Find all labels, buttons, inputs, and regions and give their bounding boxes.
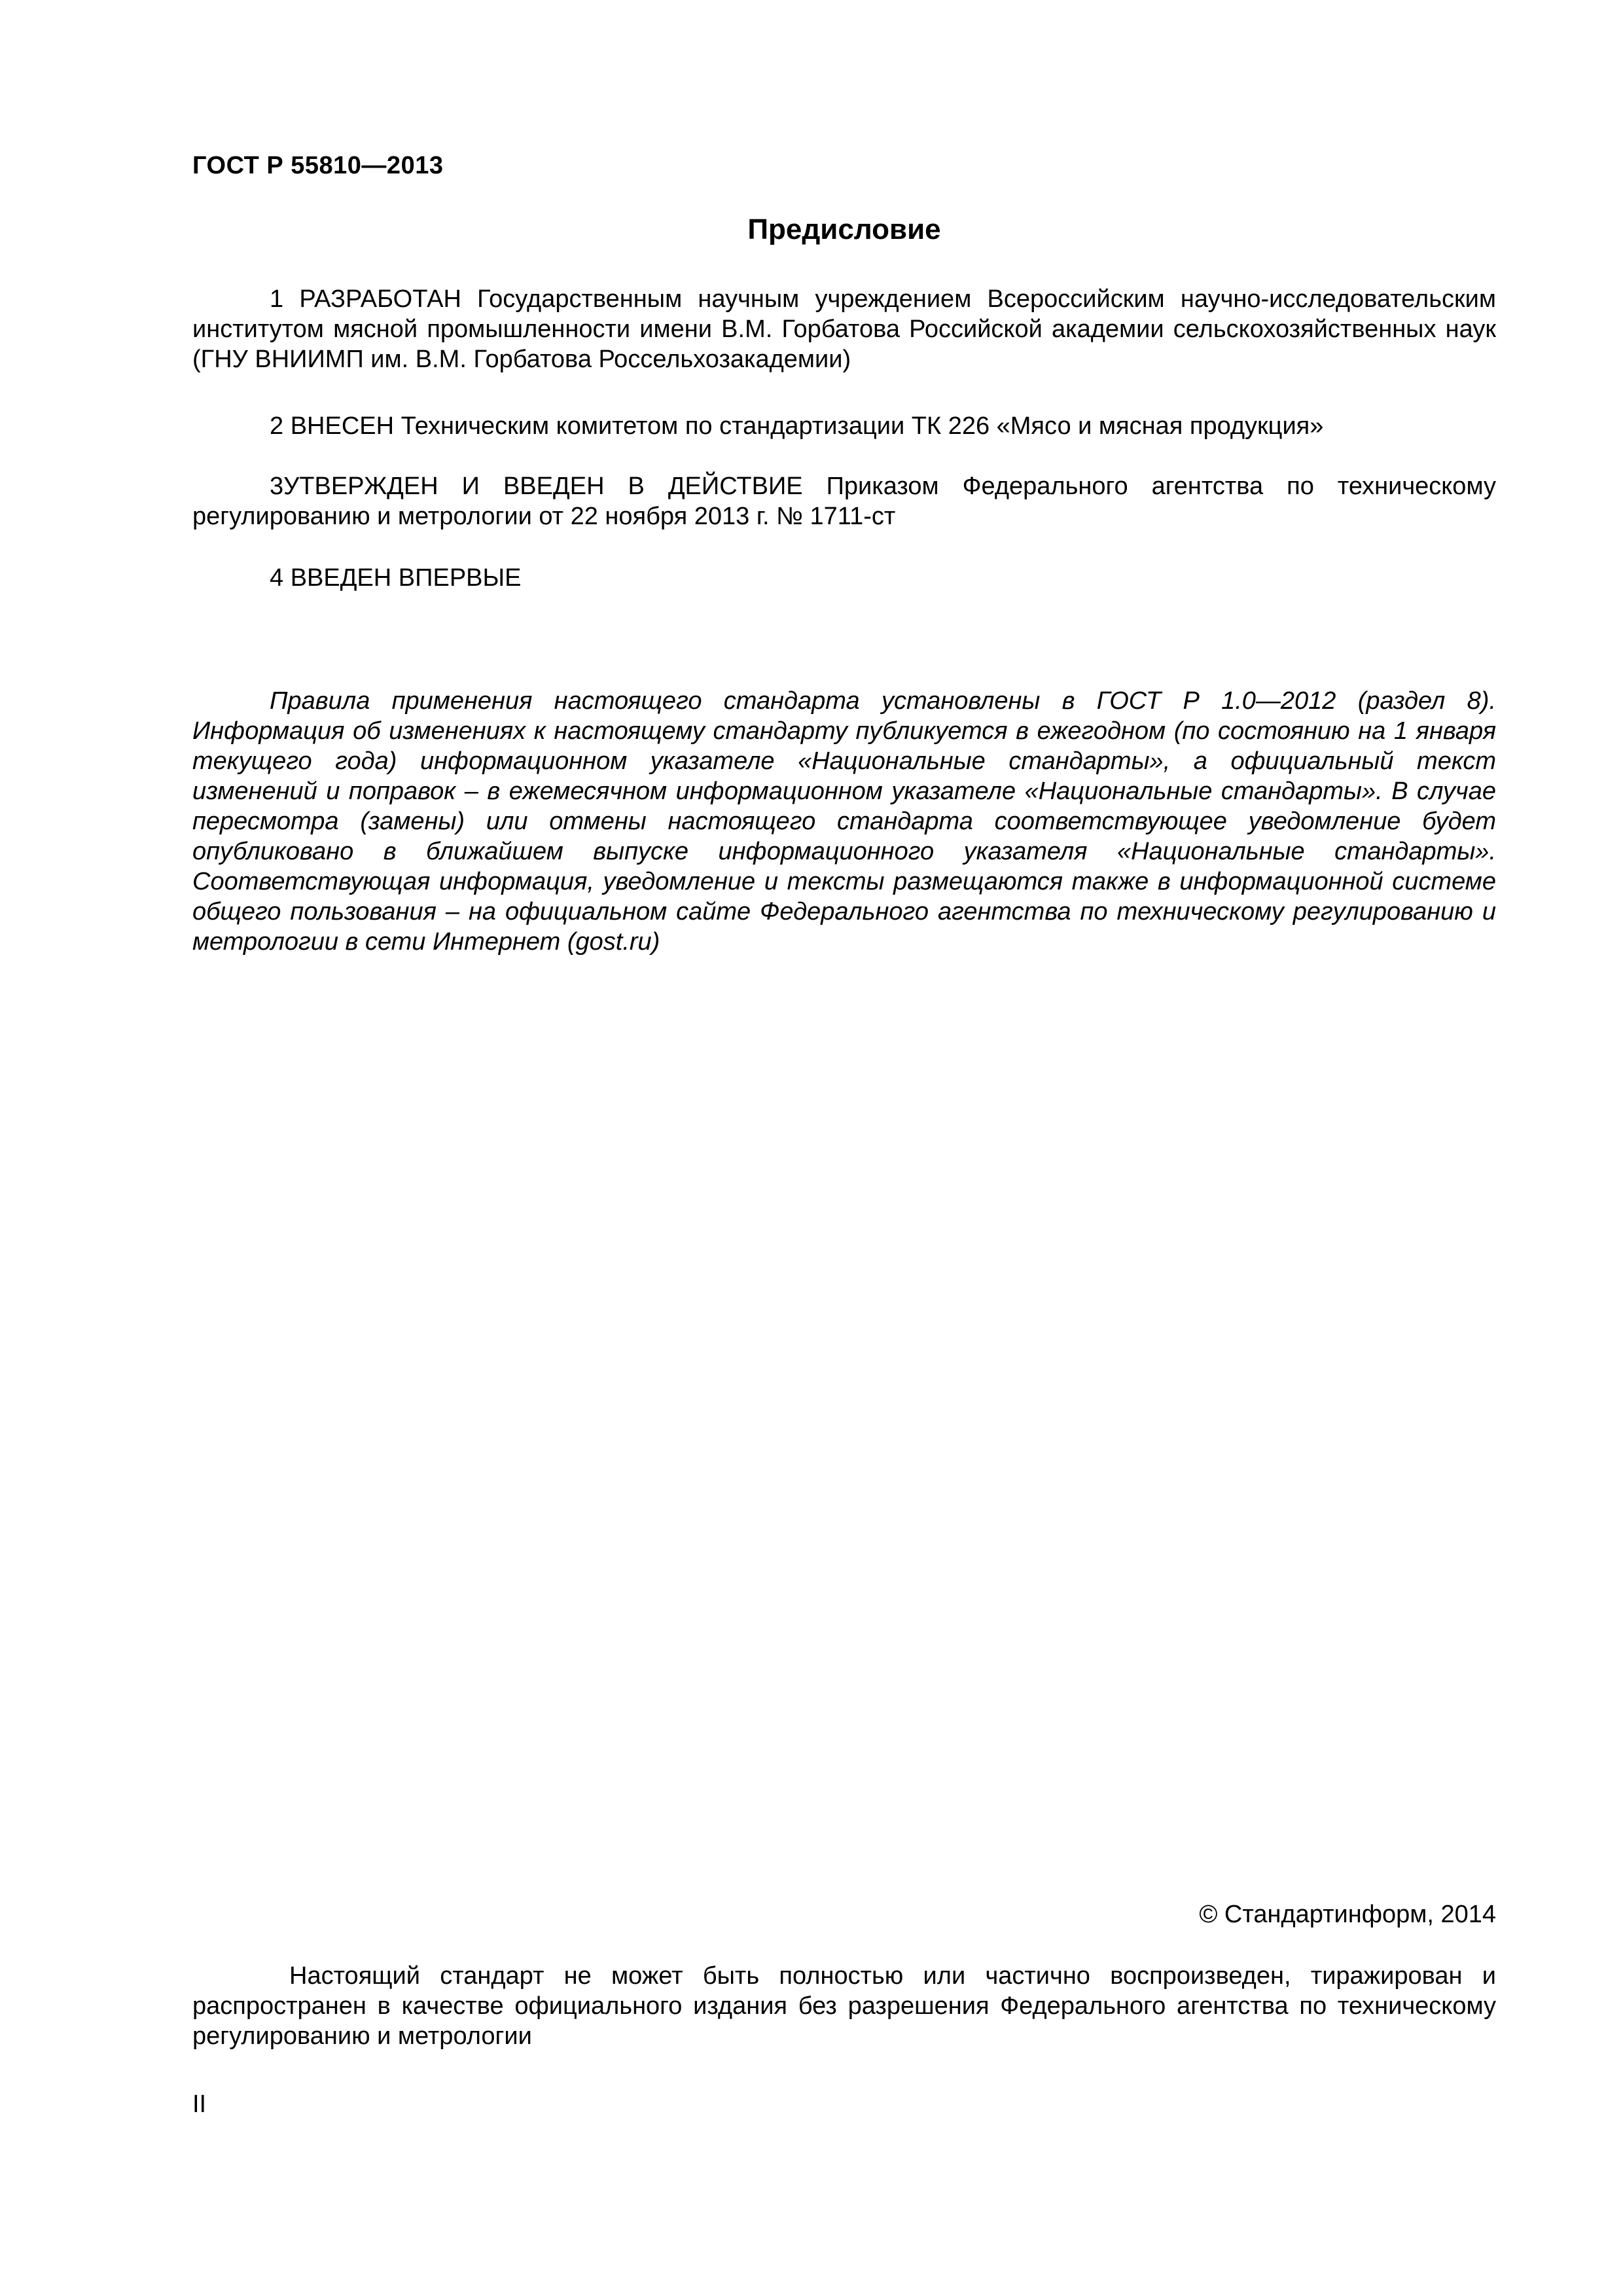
paragraph-first-introduced: 4 ВВЕДЕН ВПЕРВЫЕ — [270, 564, 522, 592]
standard-code-header: ГОСТ Р 55810—2013 — [192, 152, 444, 179]
page-title: Предисловие — [747, 213, 941, 245]
page-number: II — [192, 2090, 207, 2118]
reproduction-notice: Настоящий стандарт не может быть полностью или частично воспроизведен, тиражирован и распространен в качестве официального издания без разрешения Федерального агентства по техническому регулированию и метрологии — [192, 1962, 1496, 2050]
paragraph-approved: 3УТВЕРЖДЕН И ВВЕДЕН В ДЕЙСТВИЕ Приказом Федерального агентства по техническому регулированию и метрологии от 22 ноября 2013 г. № 1711-ст — [192, 473, 1496, 530]
paragraph-developed-by: 1 РАЗРАБОТАН Государственным научным учреждением Всероссийским научно-исследовательским институтом мясной промышленности имени В.М. Горбатова Российской академии сельскохозяйственных наук (ГНУ ВНИИМП им. В.М. Горбатова Россельхозакадемии) — [192, 285, 1496, 373]
application-rules-notice: Правила применения настоящего стандарта установлены в ГОСТ Р 1.0—2012 (раздел 8). Информация об изменениях к настоящему стандарту публикуется в ежегодном (по состоянию на 1 января текущего года) информационном указателе «Национальные стандарты», а официальный текст изменений и поправок – в ежемесячном информационном указателе «Национальные стандарты». В случае пересмотра (замены) или отмены настоящего стандарта соответствующее уведомление будет опубликовано в ближайшем выпуске информационного указателя «Национальные стандарты». Соответствующая информация, уведомление и тексты размещаются также в информационной системе общего пользования – на официальном сайте Федерального агентства по техническому регулированию и метрологии в сети Интернет (gost.ru) — [192, 687, 1496, 956]
paragraph-introduced-by: 2 ВНЕСЕН Техническим комитетом по стандартизации ТК 226 «Мясо и мясная продукция» — [270, 412, 1324, 440]
copyright-line: © Стандартинформ, 2014 — [1199, 1901, 1496, 1928]
